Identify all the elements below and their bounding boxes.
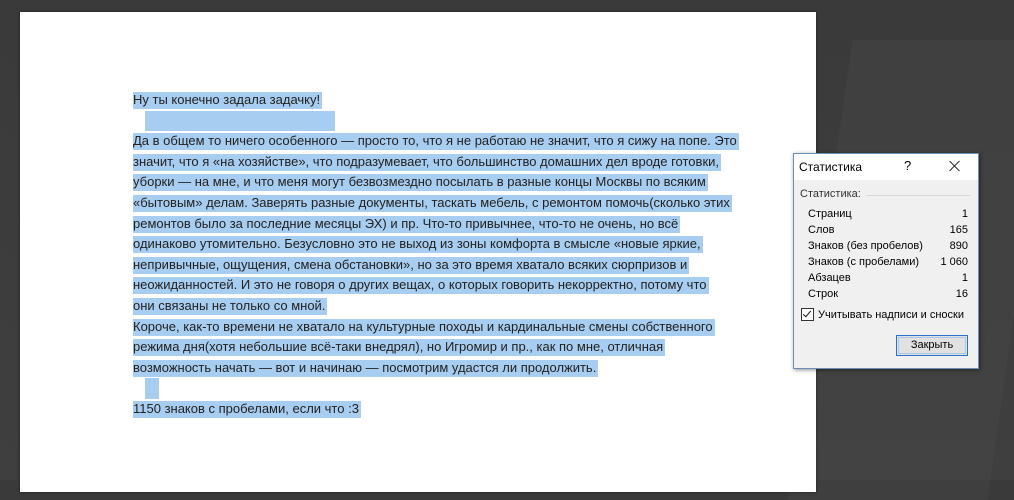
statistics-list	[808, 206, 968, 302]
stat-value: 1 060	[940, 256, 968, 268]
text-line[interactable]: возможность начать — вот и начинаю — посмотрим удастся ли продолжить.	[133, 359, 597, 375]
text-line[interactable]: Короче, как-то времени не хватало на культурные походы и кардинальные смены собственного	[133, 318, 713, 334]
text-line[interactable]: ремонтов было за последние месяцы ЭХ) и пр. Что-то привычнее, что-то не очень, но всё	[133, 215, 679, 231]
checkbox-label[interactable]: Учитывать надписи и сноски	[818, 308, 964, 321]
include-textboxes-checkbox[interactable]	[801, 308, 814, 321]
text-line[interactable]: Да в общем то ничего особенного — просто то, что я не работаю не значит, что я сижу на попе. Это	[133, 133, 737, 149]
document-text[interactable]	[133, 90, 758, 420]
help-button[interactable]: ?	[904, 158, 912, 173]
text-line[interactable]: они связаны не только со мной.	[133, 297, 326, 313]
stat-row-paragraphs	[808, 270, 968, 286]
stat-row-chars-no-spaces	[808, 238, 968, 254]
group-divider	[866, 195, 970, 196]
text-line-blank[interactable]	[133, 111, 758, 132]
text-line[interactable]: режима дня(хотя небольшие всё-таки внедрял), но Игромир и пр., как по мне, отличная	[133, 339, 664, 355]
text-line[interactable]: 1150 знаков с пробелами, если что :3	[133, 400, 359, 416]
stat-value: 1	[961, 272, 968, 284]
close-icon[interactable]	[944, 156, 966, 176]
stat-label: Строк	[808, 288, 839, 300]
text-line[interactable]: уборки — на мне, и что меня могут безвозмездно посылать в разные концы Москвы по всяким	[133, 174, 706, 190]
stat-label: Слов	[808, 224, 835, 236]
text-line[interactable]: неожиданностей. И это не говоря о других вещах, о которых говорить некорректно, потому что	[133, 277, 707, 293]
stat-row-pages	[808, 206, 968, 222]
statistics-dialog	[793, 153, 979, 369]
text-line[interactable]: «бытовым» делам. Заверять разные документы, таскать мебель, с ремонтом помочь(сколько этих	[133, 194, 730, 210]
stat-value: 165	[949, 224, 968, 236]
stat-label: Знаков (с пробелами)	[808, 256, 920, 268]
include-textboxes-option[interactable]	[801, 308, 964, 321]
text-line[interactable]: Ну ты конечно задала задачку!	[133, 92, 321, 107]
text-line[interactable]: значит, что я «на хозяйстве», что подразумевает, что большинство домашних дел вроде готовки,	[133, 153, 720, 169]
dialog-title: Статистика	[799, 160, 863, 174]
stat-label: Абзацев	[808, 272, 851, 284]
close-button[interactable]: Закрыть	[896, 335, 968, 356]
stat-value: 16	[955, 288, 968, 300]
stat-label: Знаков (без пробелов)	[808, 240, 923, 252]
stat-row-words	[808, 222, 968, 238]
dialog-titlebar[interactable]	[794, 154, 978, 180]
stat-row-chars-with-spaces	[808, 254, 968, 270]
stat-value: 1	[961, 208, 968, 220]
text-line[interactable]: одинаково утомительно. Безусловно это не выход из зоны комфорта в смысле «новые яркие,	[133, 236, 701, 252]
stat-row-lines	[808, 286, 968, 302]
stat-value: 890	[949, 240, 968, 252]
text-line[interactable]: непривычные, ощущения, смена обстановки», но за это время хватало всяких сюрпризов и	[133, 256, 688, 272]
text-line-blank[interactable]	[133, 378, 758, 399]
statistics-group-label: Статистика:	[800, 188, 861, 200]
document-page[interactable]	[20, 12, 816, 492]
stat-label: Страниц	[808, 208, 852, 220]
